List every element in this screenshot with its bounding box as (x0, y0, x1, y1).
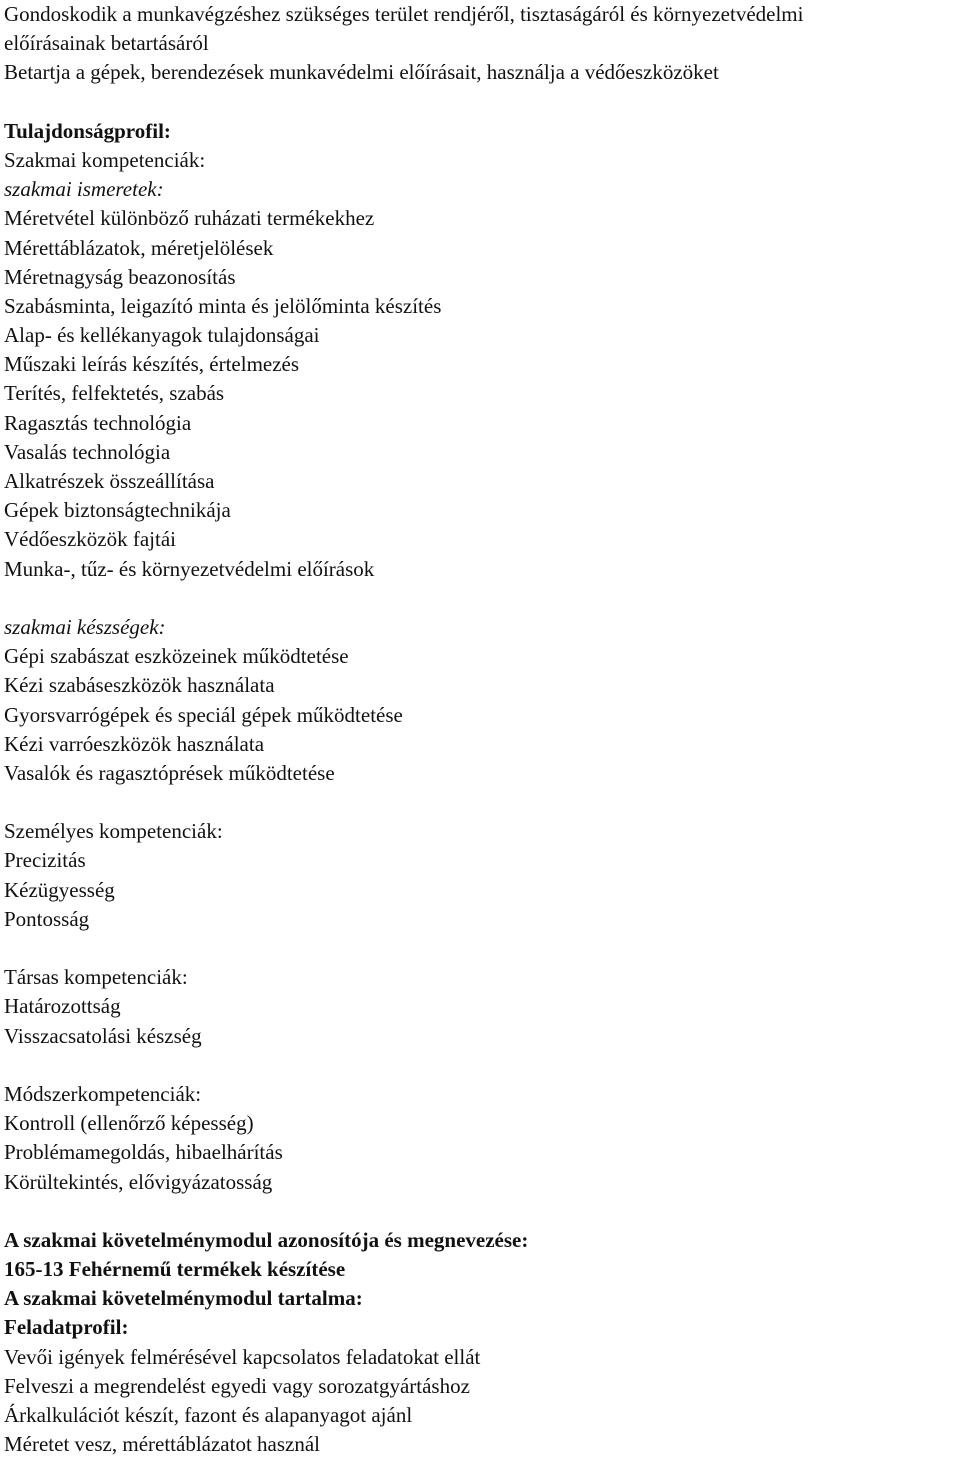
list-item: Munka-, tűz- és környezetvédelmi előírások (4, 556, 375, 581)
szakmai-kompetenciak-label: Szakmai kompetenciák: (4, 147, 206, 172)
list-item: Műszaki leírás készítés, értelmezés (4, 352, 300, 377)
list-item: Árkalkulációt készít, fazont és alapanyagot ajánl (4, 1403, 413, 1427)
modul-tartalma-heading: A szakmai követelménymodul tartalma: (4, 1286, 363, 1311)
list-item: Alkatrészek összeállítása (4, 469, 215, 493)
list-item: Szabásminta, leigazító minta és jelölőminta készítés (4, 293, 442, 318)
feladatprofil-heading: Feladatprofil: (4, 1315, 129, 1340)
intro-line: Gondoskodik a munkavégzéshez szükséges terület rendjéről, tisztaságáról és környezetvédelmi (4, 2, 804, 26)
szakmai-ismeretek-label: szakmai ismeretek: (4, 177, 164, 202)
list-item: Kézi varróeszközök használata (4, 731, 265, 756)
tulajdonsagprofil-section (4, 117, 954, 1197)
intro-line: Betartja a gépek, berendezések munkavédelmi előírásait, használja a védőeszközöket (4, 60, 719, 85)
list-item: Méretnagyság beazonosítás (4, 264, 236, 289)
tulajdonsagprofil-heading: Tulajdonságprofil: (4, 118, 171, 143)
list-item: Visszacsatolási készség (4, 1023, 202, 1048)
tarsas-kompetenciak-label: Társas kompetenciák: (4, 965, 188, 990)
szemelyes-kompetenciak-label: Személyes kompetenciák: (4, 819, 223, 844)
szemelyes-list (4, 846, 954, 934)
list-item: Vasalás technológia (4, 439, 171, 464)
list-item: Mérettáblázatok, méretjelölések (4, 235, 274, 260)
tarsas-list (4, 992, 954, 1050)
list-item: Felveszi a megrendelést egyedi vagy sorozatgyártáshoz (4, 1373, 470, 1398)
list-item: Gépek biztonságtechnikája (4, 498, 231, 523)
blank-line (4, 584, 954, 613)
list-item: Problémamegoldás, hibaelhárítás (4, 1140, 283, 1165)
modszerkompetenciak-label: Módszerkompetenciák: (4, 1081, 202, 1106)
blank-line (4, 934, 954, 963)
list-item: Vasalók és ragasztóprések működtetése (4, 760, 335, 785)
list-item: Pontosság (4, 906, 90, 931)
feladatok-list (4, 1343, 954, 1459)
list-item: Védőeszközök fajtái (4, 527, 177, 552)
list-item: Kézügyesség (4, 877, 115, 902)
document-page (4, 0, 954, 1459)
ismeretek-list (4, 204, 954, 583)
list-item: Precizitás (4, 848, 86, 873)
list-item: Körültekintés, elővigyázatosság (4, 1169, 273, 1194)
list-item: Terítés, felfektetés, szabás (4, 381, 225, 406)
list-item: Vevői igények felmérésével kapcsolatos feladatokat ellát (4, 1344, 481, 1369)
szakmai-keszsegek-label: szakmai készségek: (4, 614, 166, 639)
intro-section (4, 0, 954, 88)
list-item: Határozottság (4, 994, 121, 1019)
list-item: Kézi szabáseszközök használata (4, 673, 275, 698)
modul-azonosito: 165-13 Fehérnemű termékek készítése (4, 1257, 346, 1282)
list-item: Méretet vesz, mérettáblázatot használ (4, 1432, 321, 1457)
blank-line (4, 1197, 954, 1226)
list-item: Méretvétel különböző ruházati termékekhez (4, 206, 375, 231)
keszsegek-list (4, 642, 954, 788)
blank-line (4, 788, 954, 817)
list-item: Alap- és kellékanyagok tulajdonságai (4, 323, 320, 348)
blank-line (4, 1051, 954, 1080)
intro-line: előírásainak betartásáról (4, 31, 209, 56)
modul-section (4, 1226, 954, 1459)
modszer-list (4, 1109, 954, 1197)
list-item: Gyorsvarrógépek és speciál gépek működtetése (4, 702, 403, 727)
list-item: Gépi szabászat eszközeinek működtetése (4, 644, 349, 669)
modul-azonosito-heading: A szakmai követelménymodul azonosítója és megnevezése: (4, 1227, 529, 1252)
list-item: Kontroll (ellenőrző képesség) (4, 1111, 254, 1136)
blank-line (4, 88, 954, 117)
list-item: Ragasztás technológia (4, 410, 192, 435)
